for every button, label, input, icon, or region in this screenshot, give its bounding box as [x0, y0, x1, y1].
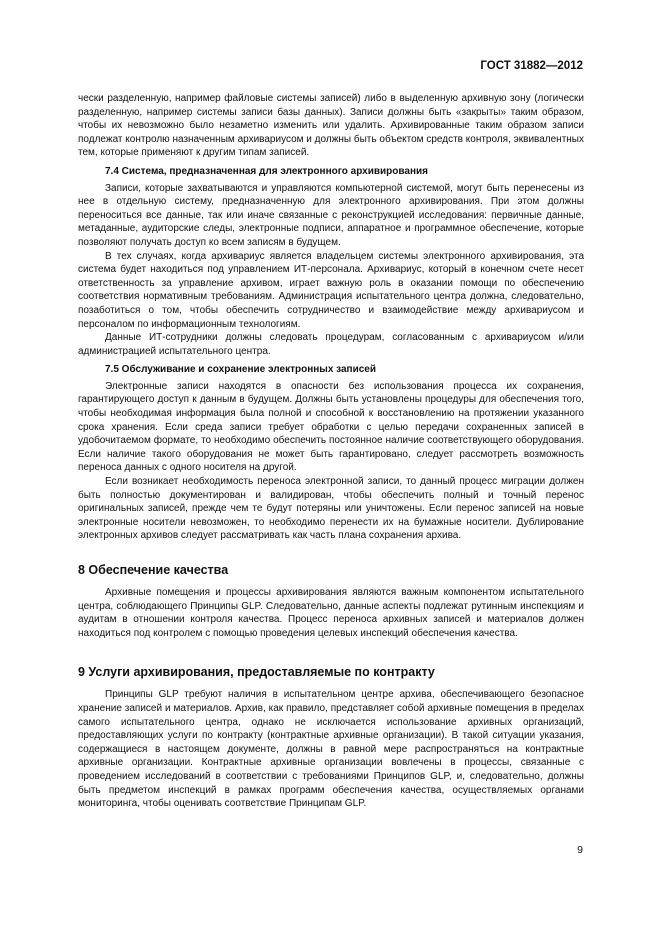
- section-9-heading: 9 Услуги архивирования, предоставляемые по контракту: [78, 665, 435, 680]
- document-code: ГОСТ 31882—2012: [480, 60, 583, 72]
- section-7-4-heading: 7.4 Система, предназначенная для электронного архивирования: [105, 165, 429, 177]
- section-7-4-paragraph-3: Данные ИТ-сотрудники должны следовать процедурам, согласованным с архивариусом и/или администрацией испытательного центра.: [78, 332, 584, 357]
- section-7-4-paragraph-2: В тех случаях, когда архивариус является владельцем системы электронного архивирования, эта система будет находиться под управлением ИТ-персонала. Архивариус, который в конечном счете несет ответственность за управление архивом, играет важную роль в оказании помощи по обеспечению соответствия нормативным требованиям. Администрация испытательного центра должна, следовательно, позаботиться о том, чтобы обеспечить сотрудничество и взаимодействие между архивариусом и персоналом по информационным технологиям.: [78, 250, 584, 330]
- document-body: [78, 92, 584, 811]
- section-7-5-paragraph-1: Электронные записи находятся в опасности без использования процесса их сохранения, гарантирующего доступ к данным в будущем. Должны быть установлены процедуры для обеспечения того, чтобы необходимая информация была полной и способной к восстановлению на протяжении указанного срока хранения. Если среда записи требует обработки с целью передачи сохраненных записей в удобочитаемом формате, то необходимо обеспечить постоянное наличие соответствующего оборудования. Если наличие такого оборудования не может быть гарантировано, следует рассмотреть возможность переноса данных с одного носителя на другой.: [78, 380, 584, 474]
- section-7-5-paragraph-2: Если возникает необходимость переноса электронной записи, то данный процесс миграции должен быть полностью документирован и валидирован, чтобы обеспечить полный и точный перенос оригинальных записей, прежде чем те будут потеряны или уничтожены. Если перенос записей на новые электронные носители невозможен, то необходимо перенести их на бумажные носители. Дублирование электронных архивов следует рассматривать как часть плана сохранения архива.: [78, 476, 584, 542]
- section-9-paragraph-1: Принципы GLP требуют наличия в испытательном центре архива, обеспечивающего безопасное хранение записей и материалов. Архив, как правило, представляет собой архивные помещения в пределах самого испытательного центра, однако не исключается использование архивных организаций, предоставляющих услуги по контракту (контрактные архивные организации). В такой ситуации указания, содержащиеся в настоящем документе, должны в равной мере распространяться на контрактные архивные организации. Контрактные архивные организации вовлечены в процессы, связанные с проведением исследований в соответствии с требованиями Принципов GLP, и, следовательно, должны быть предметом инспекций в рамках программ обеспечения качества, осуществляемых органами мониторинга, чтобы оценивать соответствие Принципам GLP.: [78, 689, 584, 810]
- section-8-heading: 8 Обеспечение качества: [78, 563, 229, 577]
- page-number: 9: [577, 844, 583, 856]
- intro-paragraph: чески разделенную, например файловые системы записей) либо в выделенную архивную зону (логически разделенную, например системы записи базы данных). Записи должны быть «закрыты» таким образом, чтобы их невозможно было незаметно изменить или удалить. Архивированные таким образом записи подлежат контролю назначенным архивариусом и должны быть объектом средств контроля, эквивалентных тем, которые применяют к другим типам записей.: [78, 93, 584, 159]
- section-7-4-paragraph-1: Записи, которые захватываются и управляются компьютерной системой, могут быть перенесены из нее в отдельную систему, предназначенную для электронного архивирования. При этом должны переноситься все данные, так или иначе связанные с реконструкцией исследования: первичные данные, метаданные, аудиторские следы, электронные подписи, аппаратное и программное обеспечение, которые позволяют получать доступ ко всем записям в будущем.: [78, 182, 584, 248]
- section-8-paragraph-1: Архивные помещения и процессы архивирования являются важным компонентом испытательного центра, соблюдающего Принципы GLP. Следовательно, данные аспекты подлежат рутинным инспекциям и аудитам в отношении контроля качества. Процесс переноса архивных записей и материалов должен находиться под контролем с помощью проведения целевых инспекций обеспечения качества.: [78, 587, 584, 639]
- section-7-5-heading: 7.5 Обслуживание и сохранение электронных записей: [105, 364, 377, 376]
